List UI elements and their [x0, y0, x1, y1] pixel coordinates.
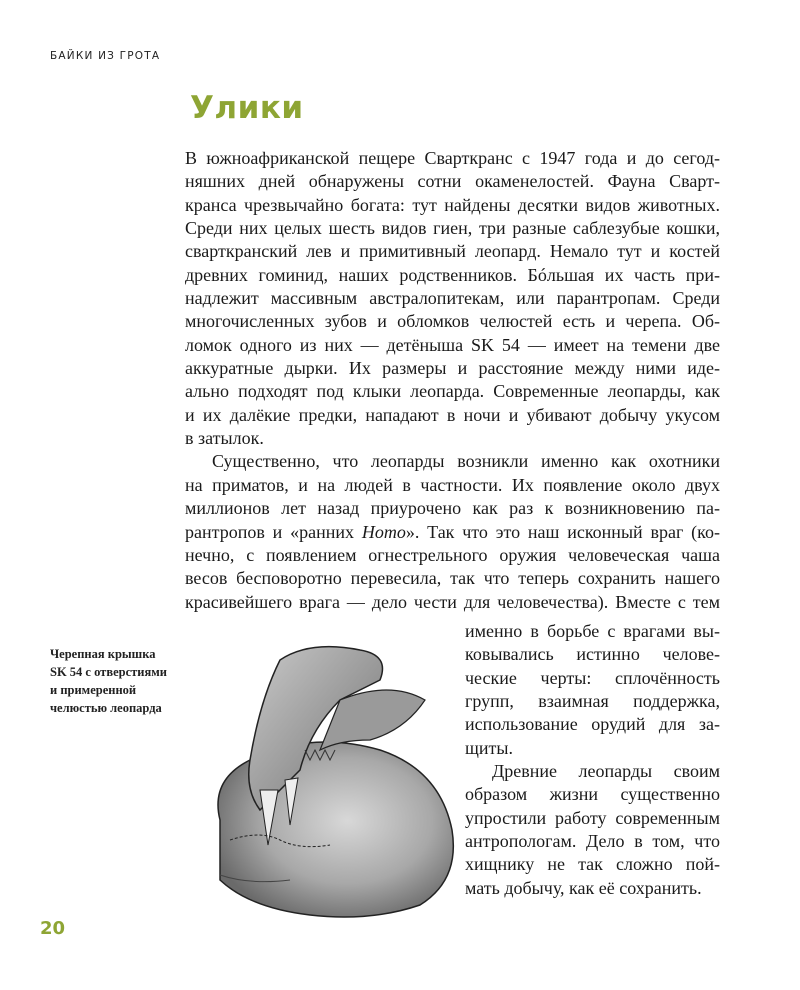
body-text-wide [185, 147, 720, 614]
text-line: В южноафриканской пещере Сварткранс с 1947 года и до сегод- [185, 148, 720, 168]
text-line: образом жизни существенно [465, 784, 720, 805]
text-line: использование орудий для за- [465, 714, 720, 735]
caption-line: и примеренной [50, 683, 137, 697]
caption-line: Черепная крышка [50, 647, 156, 661]
text-line: в затылок. [185, 428, 264, 449]
text-line: мать добычу, как её сохранить. [465, 877, 702, 898]
text-segment: ». Так что это наш исконный враг (ко- [405, 521, 720, 542]
page-number: 20 [40, 918, 66, 939]
text-line: кранса чрезвычайно богата: тут найдены десятки видов животных. [185, 194, 720, 215]
text-line: Среди них целых шесть видов гиен, три разные саблезубые кошки, [185, 218, 720, 239]
italic-term: Homo [361, 521, 406, 542]
text-line: ческие черты: сплочённость [465, 667, 720, 688]
text-line: хищнику не так сложно пой- [465, 854, 720, 875]
skull-illustration [190, 640, 465, 925]
caption-line: SK 54 с отверстиями [50, 665, 167, 679]
text-line: миллионов лет назад приурочено как раз к возникновению па- [185, 498, 720, 519]
text-line: надлежит массивным австралопитекам, или парантропам. Среди [185, 288, 720, 309]
text-line: сварткранский лев и примитивный леопард. Немало тут и костей [185, 241, 720, 262]
text-line: ломок одного из них — детёныша SK 54 — имеет на темени две [185, 334, 720, 355]
text-line: антропологам. Дело в том, что [465, 831, 720, 852]
text-segment: рантропов и «ранних [185, 521, 362, 542]
running-header: БАЙКИ ИЗ ГРОТА [50, 50, 161, 62]
body-text-narrow [465, 620, 720, 900]
text-line: именно в борьбе с врагами вы- [465, 621, 720, 641]
text-line: и их далёкие предки, нападают в ночи и убивают добычу укусом [185, 404, 720, 425]
section-title: Улики [190, 90, 304, 126]
text-line: аккуратные дырки. Их размеры и расстояние между ними иде- [185, 358, 720, 379]
text-line: древних гоминид, наших родственников. Бóльшая их часть при- [185, 264, 720, 285]
text-line: многочисленных зубов и обломков челюстей есть и черепа. Об- [185, 311, 720, 332]
text-line: Древние леопарды своим [492, 761, 720, 782]
text-line: упростили работу современным [465, 807, 720, 828]
text-line: весов бесповоротно перевесила, так что теперь сохранить нашего [185, 568, 720, 589]
text-line: красивейшего врага — дело чести для человечества). Вместе с тем [185, 591, 720, 612]
text-line: щиты. [465, 737, 513, 758]
figure-caption [50, 645, 200, 717]
text-line: нечно, с появлением огнестрельного оружия человеческая чаша [185, 544, 720, 565]
text-line: Существенно, что леопарды возникли именно как охотники [212, 451, 720, 472]
text-line: на приматов, и на людей в частности. Их появление около двух [185, 474, 720, 495]
caption-line: челюстью леопарда [50, 701, 162, 715]
text-line: ально подходят под клыки леопарда. Современные леопарды, как [185, 381, 720, 402]
text-line: няшних дней обнаружены сотни окаменелостей. Фауна Сварт- [185, 171, 720, 192]
text-line [185, 521, 720, 544]
text-line: ковывались истинно челове- [465, 644, 720, 665]
text-line: групп, взаимная поддержка, [465, 691, 720, 712]
